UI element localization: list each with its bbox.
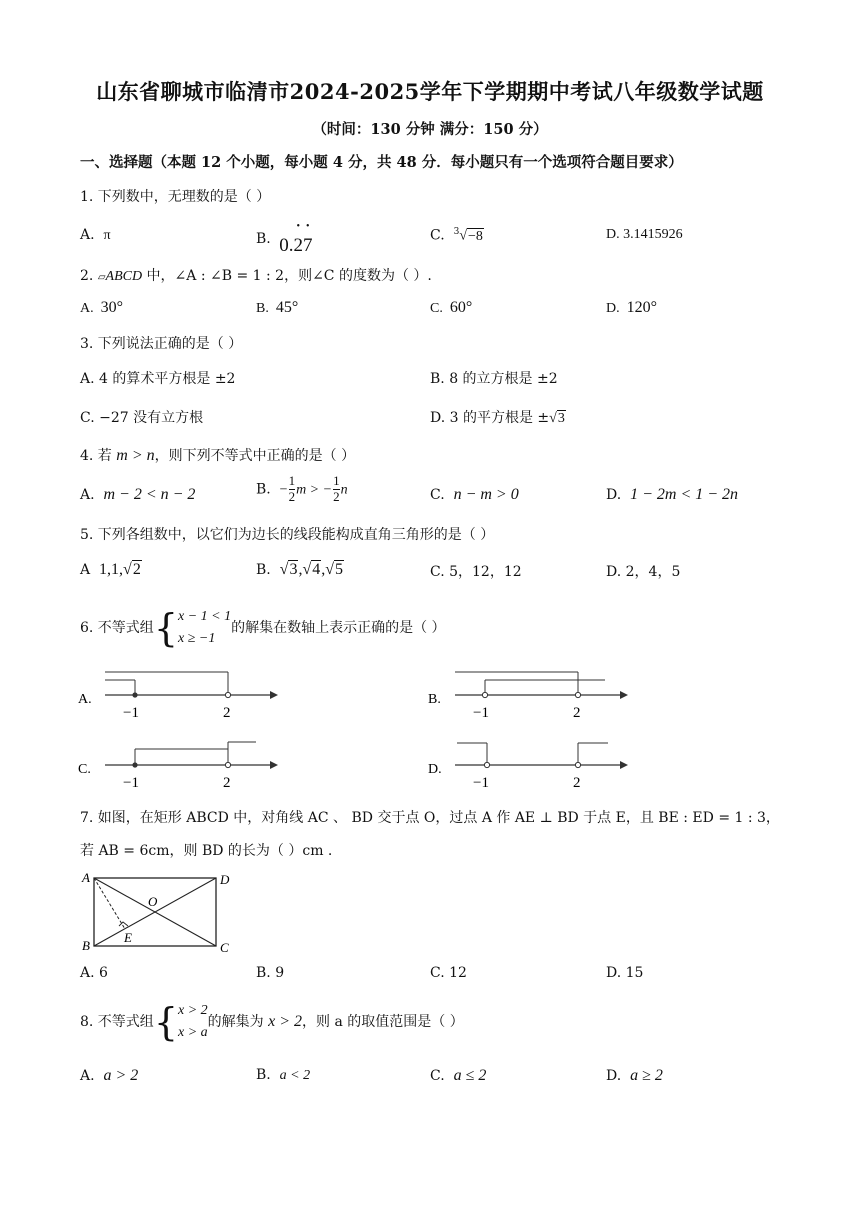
q5-stem: 5. 下列各组数中，以它们为边长的线段能构成直角三角形的是（ ） [80, 527, 495, 543]
svg-text:A: A [82, 870, 90, 885]
q4-option-b: B. − $\frac{1}{2}$ m > − $\frac{1}{2}$ n [256, 473, 348, 504]
svg-text:2: 2 [573, 775, 581, 791]
q3-option-a: A. 4 的算术平方根是 ±2 [80, 371, 236, 387]
q8-option-d: D. a ≥ 2 [606, 1067, 663, 1084]
svg-text:C.: C. [78, 762, 91, 777]
q1-option-b: B. 0.• 2• 7 [256, 227, 312, 249]
q1-option-d: D. 3.1415926 [606, 227, 683, 242]
q5-option-a: A 1,1,√2 [80, 561, 141, 578]
section-heading: 一、选择题（本题 12 个小题，每小题 4 分，共 48 分．每小题只有一个选项符合题目要求） [80, 154, 683, 171]
q8-option-a: A. a > 2 [80, 1067, 139, 1084]
q1-stem: 1. 下列数中，无理数的是（ ） [80, 189, 271, 205]
q7-stem-line2: 若 AB = 6cm，则 BD 的长为（ ）cm . [80, 843, 333, 859]
q7-option-c: C. 12 [430, 965, 467, 981]
q4-option-a: A. m − 2 < n − 2 [80, 486, 196, 503]
svg-text:B.: B. [428, 692, 441, 707]
q4-option-d: D. 1 − 2m < 1 − 2n [606, 486, 739, 503]
q5-option-d: D. 2，4，5 [606, 564, 681, 580]
svg-text:D: D [220, 872, 230, 887]
q7-option-d: D. 15 [606, 965, 644, 981]
q7-figure-rectangle [78, 868, 248, 958]
q7-option-b: B. 9 [256, 965, 285, 981]
q3-option-d: D. 3 的平方根是 ±√3 [430, 410, 565, 426]
svg-text:2: 2 [223, 705, 231, 721]
q6-stem: 6. 不等式组{ x − 1 < 1 x ≥ −1 的解集在数轴上表示正确的是（ ） [80, 606, 446, 650]
q4-stem: 4. 若 m > n，则下列不等式中正确的是（ ） [80, 447, 356, 464]
svg-text:−1: −1 [473, 775, 489, 791]
q2-option-d: D. 120° [606, 299, 658, 316]
q6-numberline-b [420, 665, 660, 725]
svg-text:C: C [220, 940, 229, 955]
q3-stem: 3. 下列说法正确的是（ ） [80, 336, 243, 352]
q1-option-c: C. $^3$√−8 [430, 227, 483, 244]
svg-text:−1: −1 [473, 705, 489, 721]
svg-text:−1: −1 [123, 705, 139, 721]
svg-text:A.: A. [78, 692, 92, 707]
exam-info: （时间：130 分钟 满分：150 分） [312, 121, 548, 138]
q7-option-a: A. 6 [80, 965, 108, 981]
q2-option-a: A. 30° [80, 299, 124, 316]
q2-option-c: C. 60° [430, 299, 473, 316]
q3-option-c: C. −27 没有立方根 [80, 410, 204, 426]
q6-numberline-d [420, 735, 660, 795]
q4-option-c: C. n − m > 0 [430, 486, 519, 503]
q8-option-b: B. a < 2 [256, 1067, 311, 1083]
q1-option-a: A. π [80, 227, 111, 243]
svg-text:2: 2 [573, 705, 581, 721]
q5-option-c: C. 5，12，12 [430, 564, 522, 580]
svg-text:−1: −1 [123, 775, 139, 791]
q6-numberline-a [70, 665, 310, 725]
page-title: 山东省聊城市临清市2024-2025学年下学期期中考试八年级数学试题 [96, 79, 764, 104]
svg-text:O: O [148, 894, 158, 909]
q8-option-c: C. a ≤ 2 [430, 1067, 487, 1084]
q7-stem-line1: 7. 如图，在矩形 ABCD 中，对角线 AC 、 BD 交于点 O，过点 A 作 AE ⊥ BD 于点 E，且 BE : ED = 1 : 3， [80, 810, 780, 826]
svg-text:2: 2 [223, 775, 231, 791]
q5-option-b: B. √3,√4,√5 [256, 561, 343, 578]
svg-text:E: E [124, 930, 132, 945]
q2-option-b: B. 45° [256, 299, 299, 316]
q8-stem: 8. 不等式组{ x > 2 x > a 的解集为 x > 2，则 a 的取值范围是（ ） [80, 1000, 464, 1044]
q3-option-b: B. 8 的立方根是 ±2 [430, 371, 558, 387]
svg-text:D.: D. [428, 762, 442, 777]
q2-stem: 2. ▱ABCD 中，∠A : ∠B = 1 : 2，则∠C 的度数为（ ）. [80, 268, 432, 284]
q6-numberline-c [70, 735, 310, 795]
svg-text:B: B [82, 938, 90, 953]
